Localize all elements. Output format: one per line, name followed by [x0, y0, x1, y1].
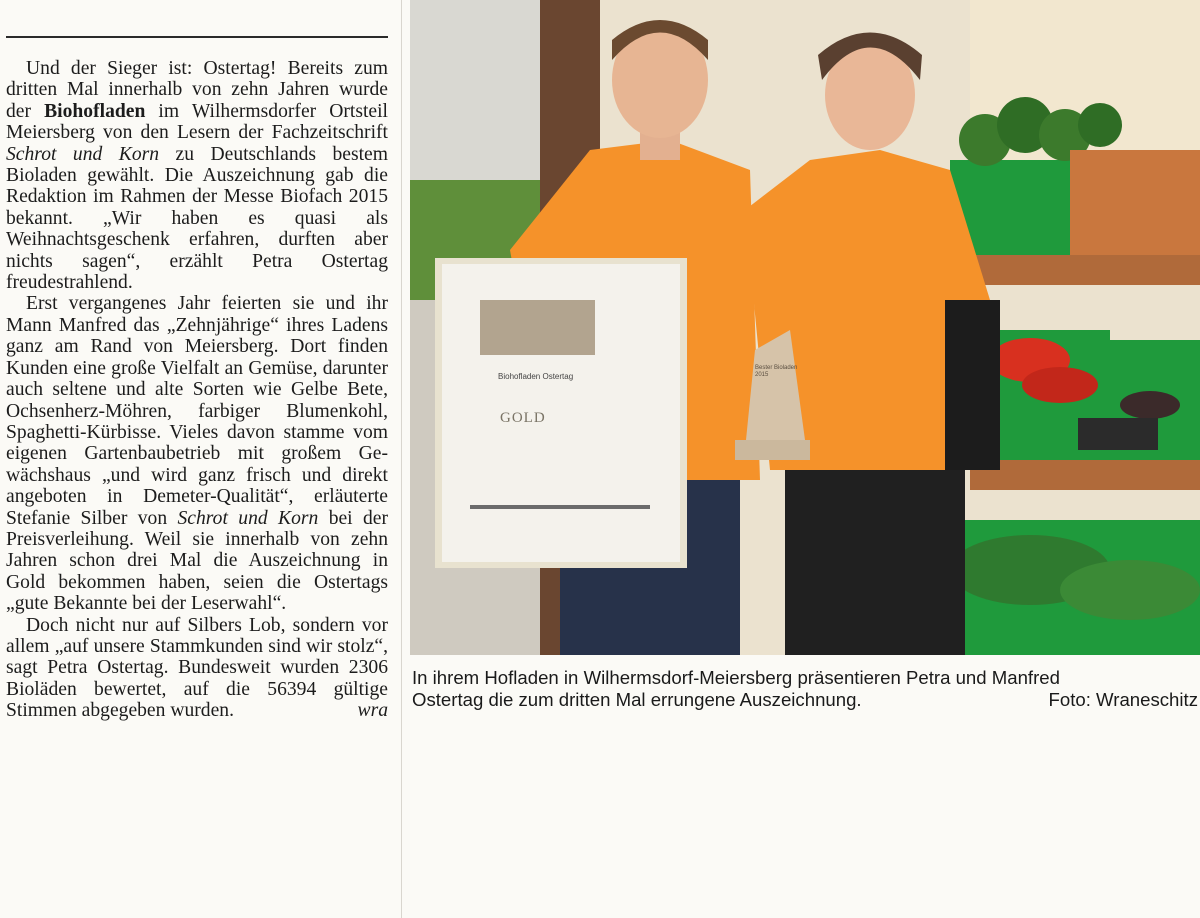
caption-line-2: [412, 689, 1198, 711]
article-text-run: im Wilhermsdorfer Ortsteil Meiersberg von den Lesern der Fachzeitschrift: [6, 100, 388, 144]
article-bold-term: Biohofladen: [44, 100, 146, 122]
article-text-run: Und der Sieger ist: Ostertag! Bereits zum dritten Mal innerhalb von zehn Jahren wurde der: [6, 58, 388, 122]
magazine-name: Schrot und Korn: [177, 507, 319, 529]
photo-credit: Foto: Wraneschitz: [1048, 689, 1198, 710]
certificate-award: GOLD: [500, 410, 546, 426]
photo-caption: [412, 667, 1198, 711]
article-paragraph-3: [6, 615, 388, 722]
caption-line-1: In ihrem Hofladen in Wilhermsdorf-Meiersberg präsentieren Petra und Manfred: [412, 667, 1060, 688]
article-text-run: zu Deutschlands bestem Bioladen gewählt. Die Auszeichnung gab die Redaktion im Rahmen der Messe Biofach 2015 bekannt. „Wir haben es quasi als Weihnachtsgeschenk erfahren, durften aber nichts sagen“, erzählt Petra Ostertag freudestrahlend.: [6, 143, 388, 294]
news-photo: [410, 0, 1200, 655]
certificate-name: Biohofladen Ostertag: [498, 372, 574, 381]
caption-text: Ostertag die zum dritten Mal errungene Auszeichnung.: [412, 689, 862, 710]
article-body: [6, 58, 388, 914]
column-top-rule: [6, 36, 388, 38]
article-text-run: Doch nicht nur auf Silbers Lob, sondern vor allem „auf unsere Stammkunden sind wir stolz“, sagt Petra Ostertag. Bundesweit wurden 2306 Bioläden bewertet, auf die 56394 gültige Stimmen abgegeben wurden.: [6, 614, 388, 722]
column-divider: [401, 0, 402, 918]
article-paragraph-1: [6, 58, 388, 293]
magazine-name: Schrot und Korn: [6, 143, 160, 165]
author-signature: wra: [357, 700, 388, 722]
article-text-run: bei der Preisverleihung. Weil sie innerhalb von zehn Jahren schon drei Mal die Auszeichnung in Gold bekommen haben, seien die Ostertags „gute Bekannte bei der Leserwahl“.: [6, 507, 389, 615]
article-paragraph-2: [6, 293, 388, 614]
article-text-run: Erst vergangenes Jahr feierten sie und ihr Mann Manfred das „Zehnjährige“ ihres Ladens ganz am Rand von Meiersberg. Dort finden Kunden eine große Vielfalt an Gemüse, darunter auch seltene und alte Sorten wie Gelbe Bete, Ochsenherz-Möhren, farbiger Blumenkohl, Spaghetti-Kürbisse. Vieles davon stamme vom eigenen Gartenbaubetrieb mit großem Gewächshaus „und wird ganz frisch und direkt angeboten in Demeter-Qualität“, erläuterte Stefanie Silber von: [6, 293, 388, 529]
trophy-label: Bester Bioladen 2015: [755, 365, 798, 378]
